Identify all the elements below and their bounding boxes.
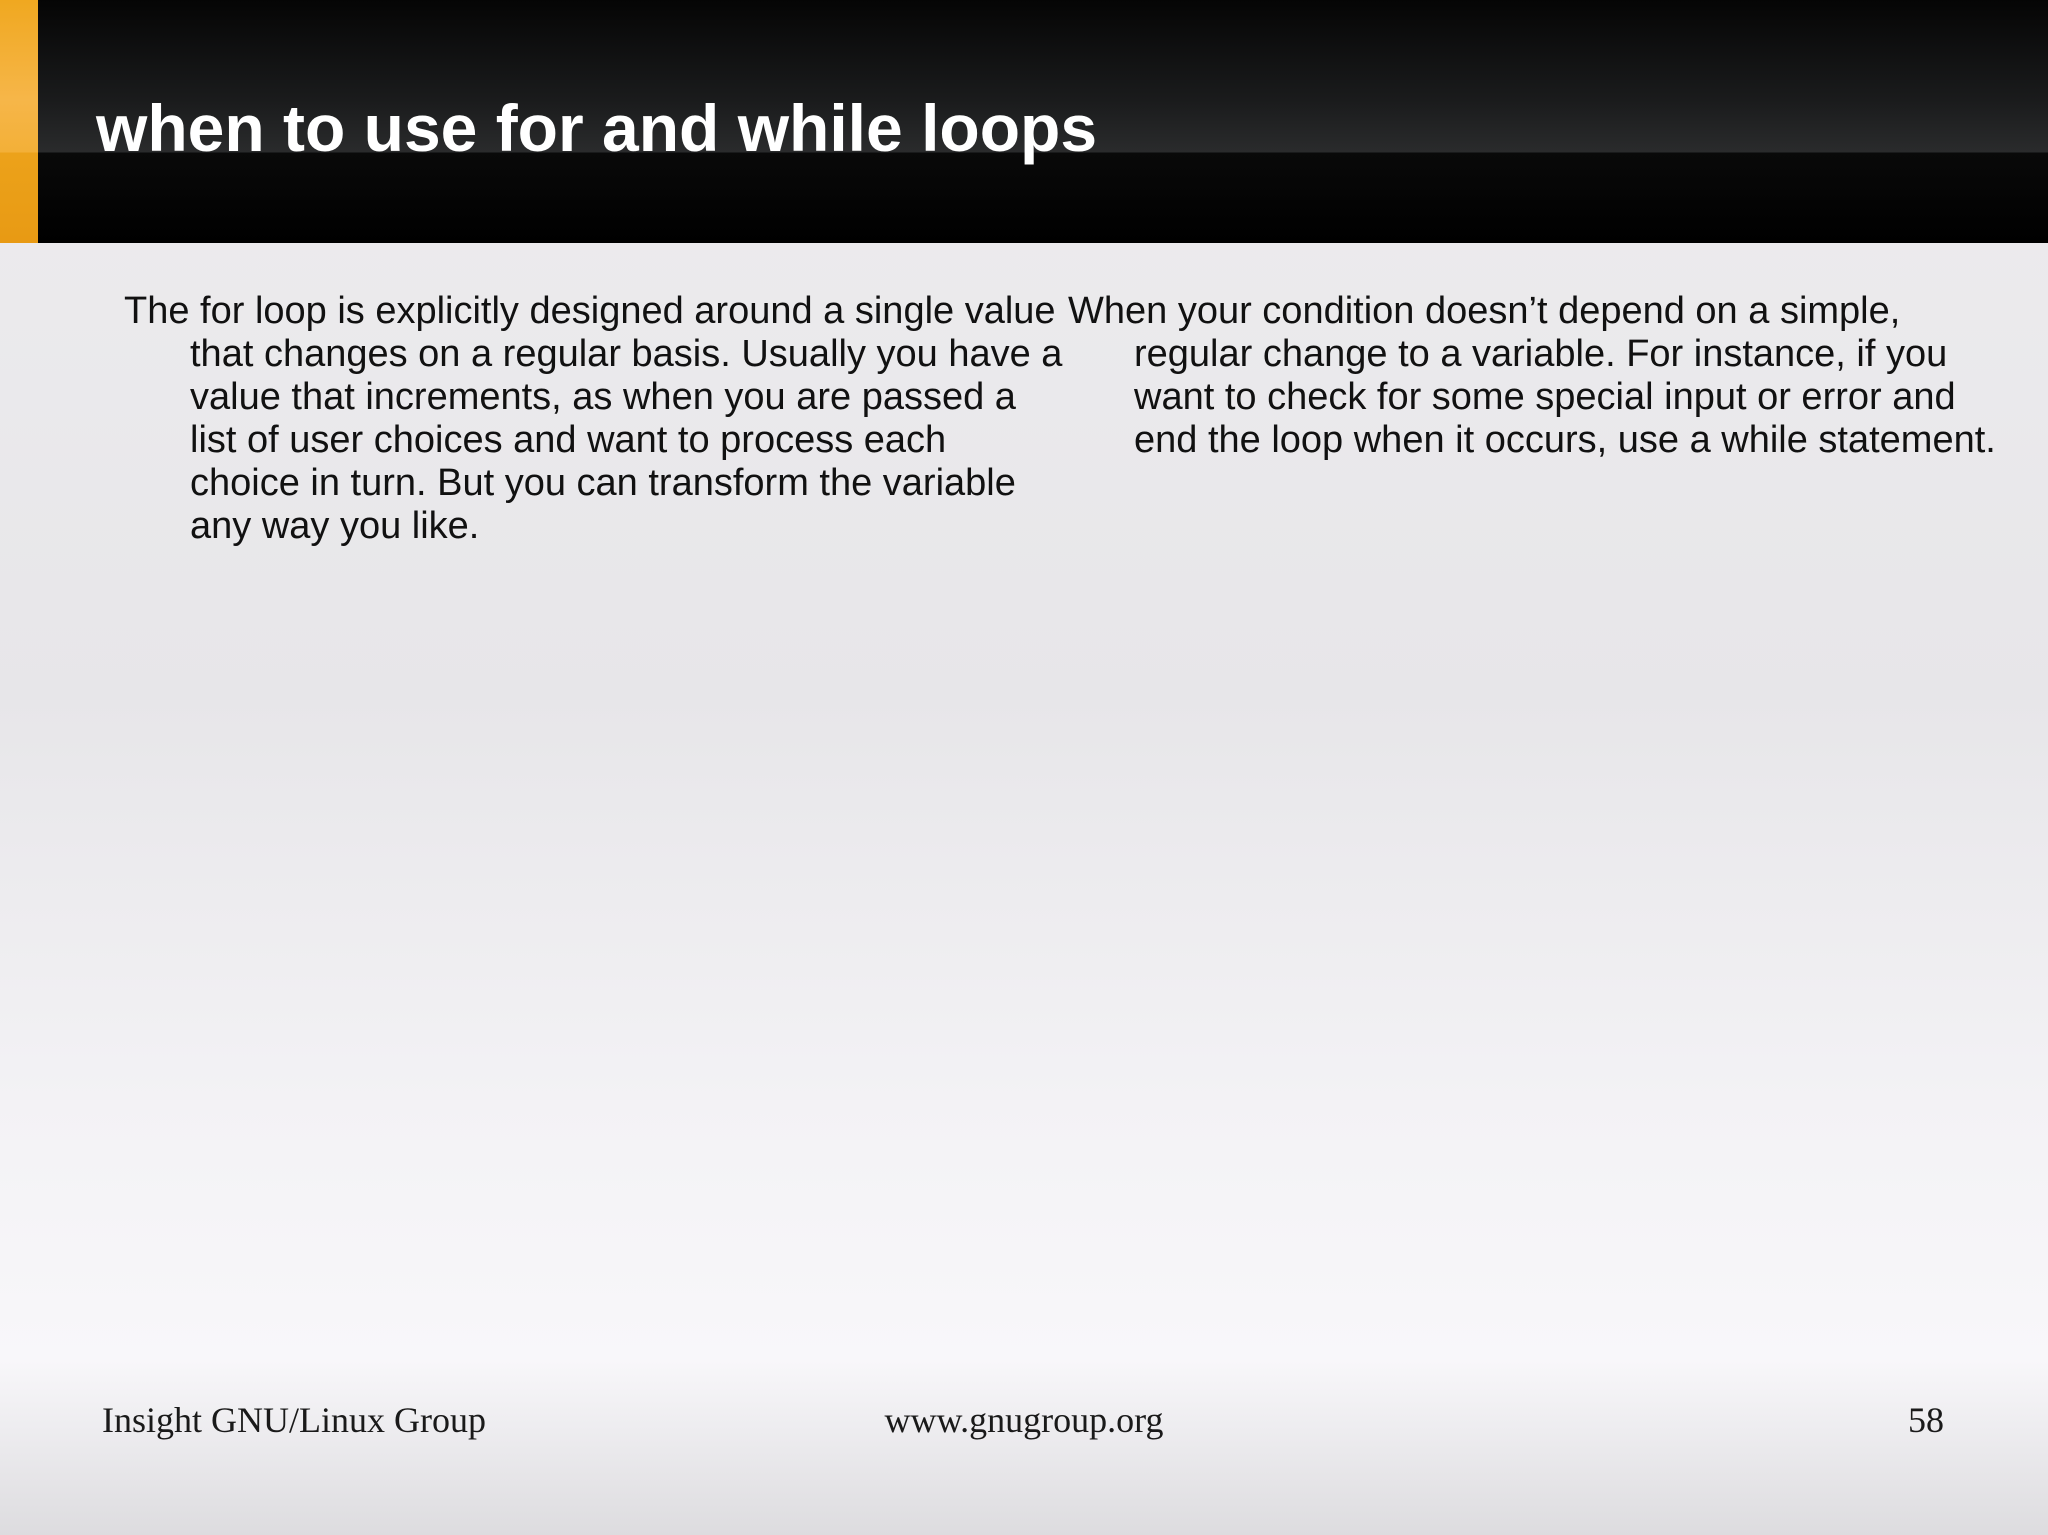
footer-website: www.gnugroup.org <box>884 1400 1164 1440</box>
footer-organization: Insight GNU/Linux Group <box>102 1400 486 1440</box>
while-loop-paragraph: When your condition doesn’t depend on a simple, regular change to a variable. For instance, if you want to check for some special input or error and end the loop when it occurs, use a while statement. <box>1068 290 1996 461</box>
title-bar <box>0 0 2048 243</box>
accent-bar <box>0 0 38 243</box>
footer-page-number: 58 <box>1908 1400 1944 1440</box>
slide-title: when to use for and while loops <box>96 91 1098 165</box>
for-loop-paragraph: The for loop is explicitly designed around a single value that changes on a regular basis. Usually you have a value that increments, as when you are passed a list of user choices and want to process each choice in turn. But you can transform the variable any way you like. <box>124 290 1063 547</box>
